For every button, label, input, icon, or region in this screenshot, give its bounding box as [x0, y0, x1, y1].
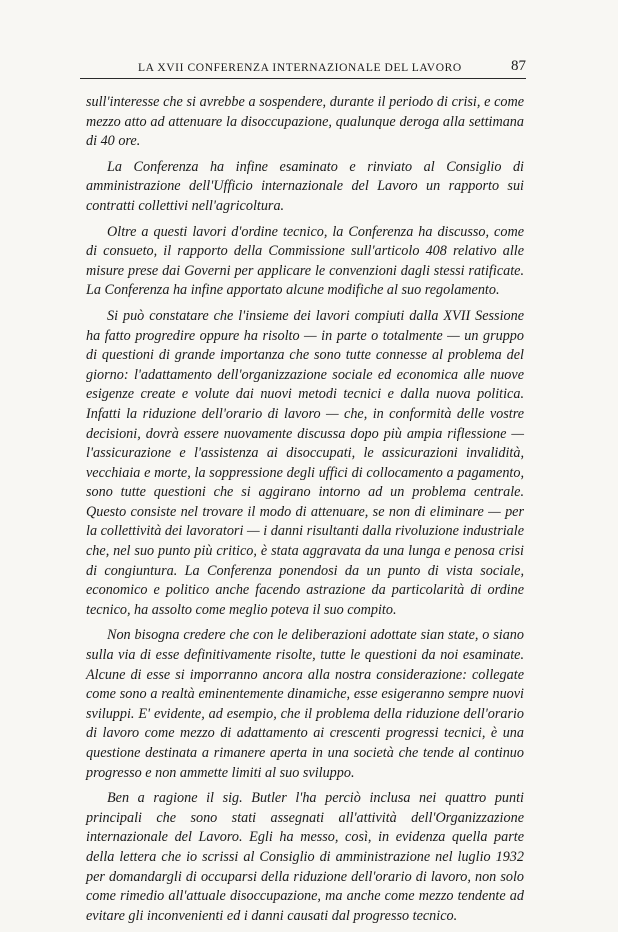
body-text	[86, 93, 524, 932]
page-number: 87	[511, 58, 526, 74]
running-title: LA XVII CONFERENZA INTERNAZIONALE DEL LAVORO	[138, 62, 462, 74]
paragraph-1: sull'interesse che si avrebbe a sospendere, durante il periodo di crisi, e come mezzo atto ad attenuare la disoccupazione, qualunque deroga alla settimana di 40 ore.	[86, 94, 524, 150]
paragraph-2: La Conferenza ha infine esaminato e rinviato al Consiglio di amministrazione dell'Ufficio internazionale del Lavoro un rapporto sui contratti collettivi nell'agricoltura.	[86, 158, 524, 214]
paragraph-3: Oltre a questi lavori d'ordine tecnico, la Conferenza ha discusso, come di consueto, il rapporto della Commissione sull'articolo 408 relativo alle misure prese dai Governi per applicare le convenzioni dagli stessi ratificate. La Conferenza ha infine apportato alcune modifiche al suo regolamento.	[86, 223, 524, 299]
paragraph-6: Ben a ragione il sig. Butler l'ha perciò inclusa nei quattro punti principali che sono stati assegnati all'attività dell'Organizzazione internazionale del Lavoro. Egli ha messo, così, in evidenza quella parte della lettera che io scrissi al Consiglio di amministrazione nel luglio 1932 per domandargli di occuparsi della riduzione dell'orario di lavoro, non solo come rimedio all'attuale disoccupazione, ma anche come mezzo tendente ad evitare gli inconvenienti ed i danni causati dal progresso tecnico.	[86, 790, 524, 924]
page-header	[80, 58, 526, 79]
paragraph-5: Non bisogna credere che con le deliberazioni adottate sian state, o siano sulla via di esse definitivamente risolte, tutte le questioni da noi esaminate. Alcune di esse si imporranno ancora alla nostra considerazione: collegate come sono a realtà eminentemente dinamiche, esse esigeranno sempre nuovi sviluppi. E' evidente, ad esempio, che il problema della riduzione dell'orario di lavoro come mezzo di adattamento ai crescenti progressi tecnici, è una questione destinata a rimanere aperta in una società che tende al continuo progresso e non ammette limiti al suo sviluppo.	[86, 627, 524, 781]
paragraph-4: Si può constatare che l'insieme dei lavori compiuti dalla XVII Sessione ha fatto progredire oppure ha risolto — in parte o totalmente — un gruppo di questioni di grande importanza che sono tutte connesse al problema del giorno: l'adattamento dell'organizzazione sociale ed economica alle nuove esigenze create e volute dai nuovi metodi tecnici e dalla nuova politica. Infatti la riduzione dell'orario di lavoro — che, in conformità delle vostre decisioni, dovrà essere nuovamente discussa dopo più ampia riflessione — l'assicurazione e l'assistenza ai disoccupati, le assicurazioni invalidità, vecchiaia e morte, la soppressione degli uffici di collocamento a pagamento, sono tutte questioni che si aggirano intorno ad un problema centrale. Questo consiste nel trovare il modo di attenuare, se non di eliminare — per la collettività dei lavoratori — i danni risultanti dalla rivoluzione industriale che, nel suo punto più critico, è stata aggravata da una lunga e penosa crisi di congiuntura. La Conferenza ponendosi da un punto di vista sociale, economico e politico anche facendo astrazione da particolarità di ordine tecnico, ha assolto come meglio poteva il suo compito.	[86, 307, 524, 618]
